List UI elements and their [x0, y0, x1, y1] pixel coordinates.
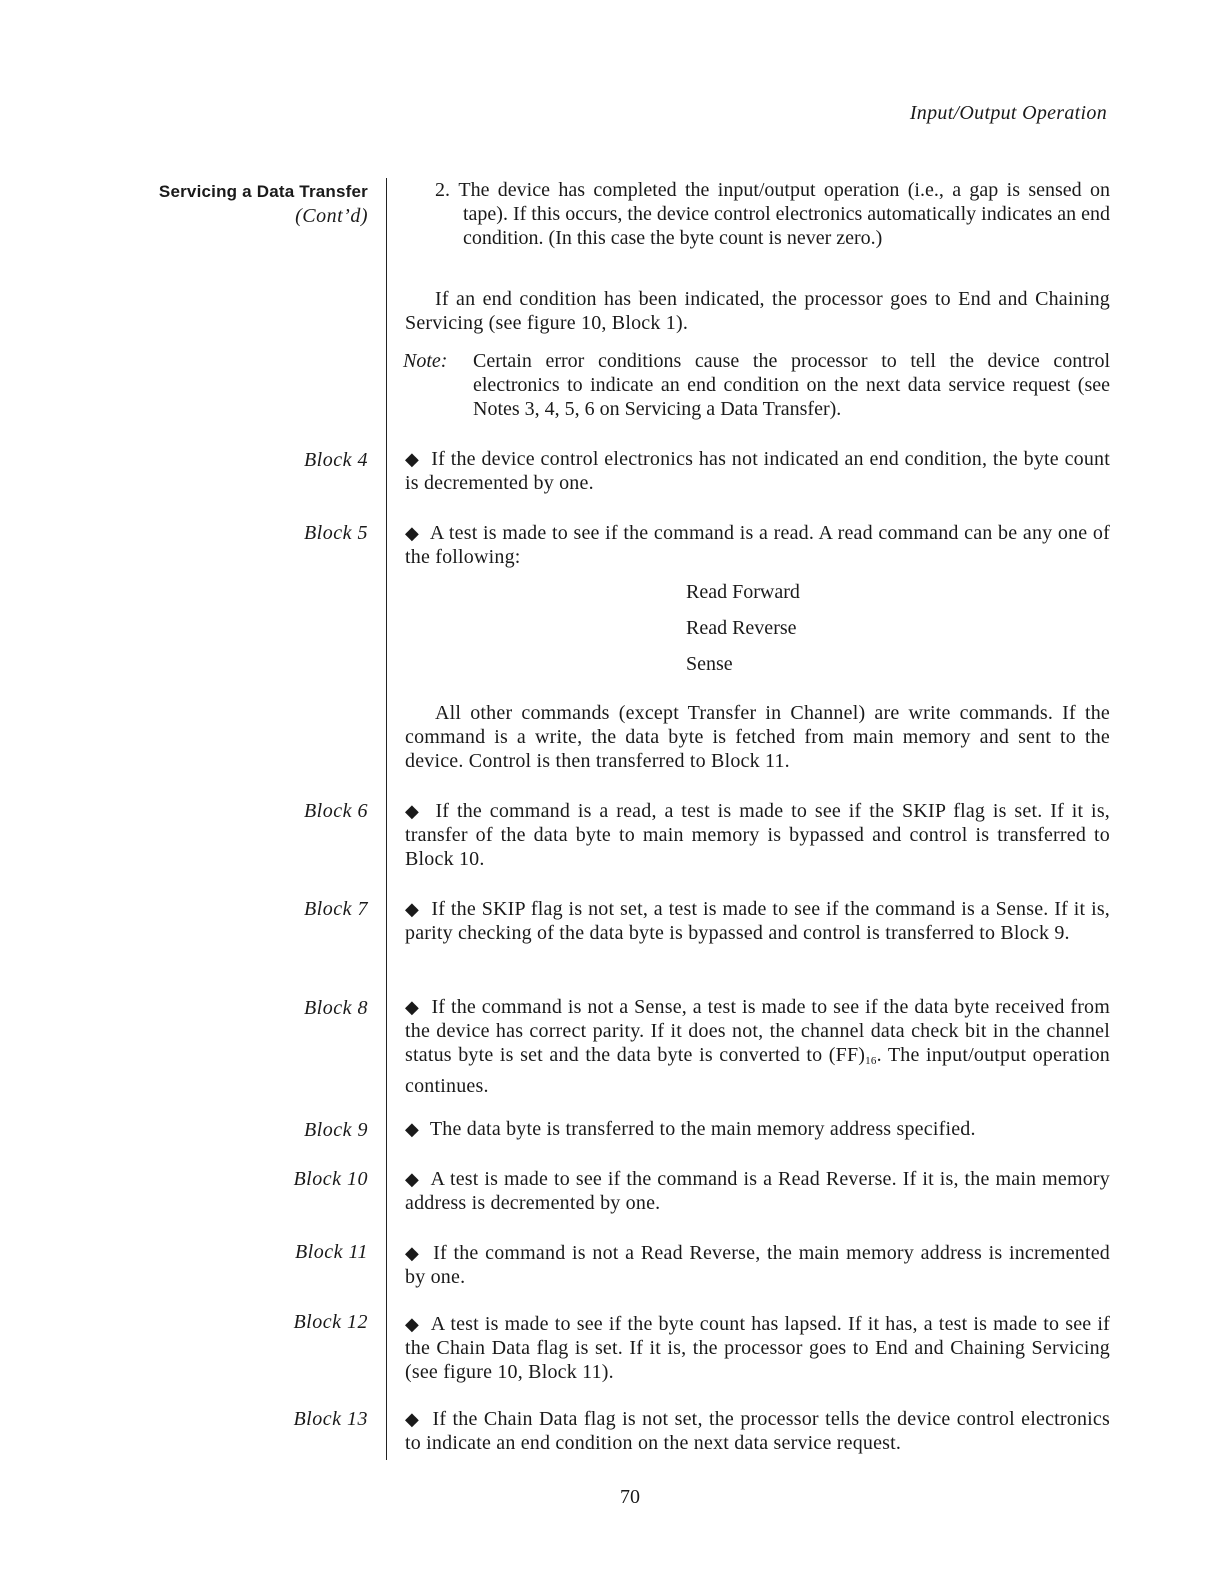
note-text: Certain error conditions cause the processor to tell the device control electronics to indicate an end condition on the next data service request (see Notes 3, 4, 5, 6 on Servicing a Data Transfer). [473, 350, 1110, 421]
block-6-paragraph [405, 799, 1110, 872]
page-number: 70 [620, 1486, 640, 1508]
block-label-8: Block 8 [303, 997, 368, 1019]
list-item-number: 2. [435, 179, 450, 201]
diamond-bullet-icon: ◆ [405, 1119, 420, 1139]
read-command-3: Sense [686, 653, 733, 675]
column-divider [386, 178, 387, 1460]
block-9-text: The data byte is transferred to the main memory address specified. [429, 1118, 976, 1140]
block-7-paragraph [405, 897, 1110, 945]
block-label-10: Block 10 [293, 1168, 368, 1190]
block-5-paragraph [405, 521, 1110, 569]
block-8-text-end: . The input/output operation continues. [405, 1044, 1110, 1097]
note-label: Note: [403, 350, 448, 372]
diamond-bullet-icon: ◆ [405, 1243, 421, 1263]
diamond-bullet-icon: ◆ [405, 1314, 420, 1334]
block-13-paragraph [405, 1407, 1110, 1455]
block-11-text: If the command is not a Read Reverse, the main memory address is incremented by one. [405, 1242, 1111, 1289]
diamond-bullet-icon: ◆ [405, 1409, 421, 1429]
block-12-paragraph [405, 1312, 1110, 1385]
diamond-bullet-icon: ◆ [405, 523, 420, 543]
section-title: Servicing a Data Transfer [158, 182, 368, 201]
block-label-6: Block 6 [303, 800, 368, 822]
block-label-12: Block 12 [293, 1311, 368, 1333]
block-4-paragraph [405, 447, 1110, 495]
block-10-text: A test is made to see if the command is a Read Reverse. If it is, the main memory address is decremented by one. [405, 1168, 1110, 1215]
block-9-paragraph [405, 1117, 1110, 1141]
write-commands-paragraph [405, 701, 1110, 774]
block-8-text: If the command is not a Sense, a test is made to see if the data byte received from the device has correct parity. If it does not, the channel data check bit in the channel status byte is set and the data byte is converted to (FF) [405, 996, 1111, 1067]
read-command-1: Read Forward [686, 581, 800, 603]
block-label-4: Block 4 [303, 449, 368, 471]
block-7-text: If the SKIP flag is not set, a test is made to see if the command is a Sense. If it is, parity checking of the data byte is bypassed and control is transferred to Block 9. [405, 898, 1111, 945]
block-label-11: Block 11 [294, 1241, 368, 1263]
end-condition-text: If an end condition has been indicated, the processor goes to End and Chaining Servicing (see figure 10, Block 1). [405, 288, 1110, 335]
block-label-9: Block 9 [303, 1119, 368, 1141]
running-header: Input/Output Operation [909, 102, 1107, 124]
diamond-bullet-icon: ◆ [405, 801, 422, 821]
diamond-bullet-icon: ◆ [405, 997, 420, 1017]
block-label-5: Block 5 [303, 522, 368, 544]
block-8-paragraph [405, 995, 1110, 1098]
block-6-text: If the command is a read, a test is made to see if the SKIP flag is set. If it is, transfer of the data byte to main memory is bypassed and control is transferred to Block 10. [405, 800, 1110, 871]
end-condition-paragraph [405, 287, 1110, 335]
diamond-bullet-icon: ◆ [405, 1169, 420, 1189]
block-label-7: Block 7 [303, 898, 368, 920]
block-label-13: Block 13 [293, 1408, 368, 1430]
block-4-text: If the device control electronics has not indicated an end condition, the byte count is decremented by one. [405, 448, 1111, 495]
read-command-2: Read Reverse [686, 617, 797, 639]
section-continued: (Cont’d) [295, 205, 368, 227]
block-5-text: A test is made to see if the command is a read. A read command can be any one of the following: [405, 522, 1110, 569]
note [403, 349, 1110, 422]
list-item-text: The device has completed the input/output operation (i.e., a gap is sensed on tape). If this occurs, the device control electronics automatically indicates an end condition. (In this case the byte count is never zero.) [458, 179, 1111, 250]
diamond-bullet-icon: ◆ [405, 449, 420, 469]
diamond-bullet-icon: ◆ [405, 899, 420, 919]
write-commands-text: All other commands (except Transfer in Channel) are write commands. If the command is a write, the data byte is fetched from main memory and sent to the device. Control is then transferred to Block 11. [405, 702, 1110, 773]
block-12-text: A test is made to see if the byte count has lapsed. If it has, a test is made to see if the Chain Data flag is set. If it is, the processor goes to End and Chaining Servicing (see figure 10, Block 11). [405, 1313, 1110, 1384]
block-10-paragraph [405, 1167, 1110, 1215]
section-heading [159, 180, 368, 228]
block-11-paragraph [405, 1241, 1110, 1289]
list-item-2 [435, 178, 1110, 251]
block-13-text: If the Chain Data flag is not set, the processor tells the device control electronics to indicate an end condition on the next data service request. [405, 1408, 1110, 1455]
hex-subscript: 16 [865, 1055, 877, 1068]
